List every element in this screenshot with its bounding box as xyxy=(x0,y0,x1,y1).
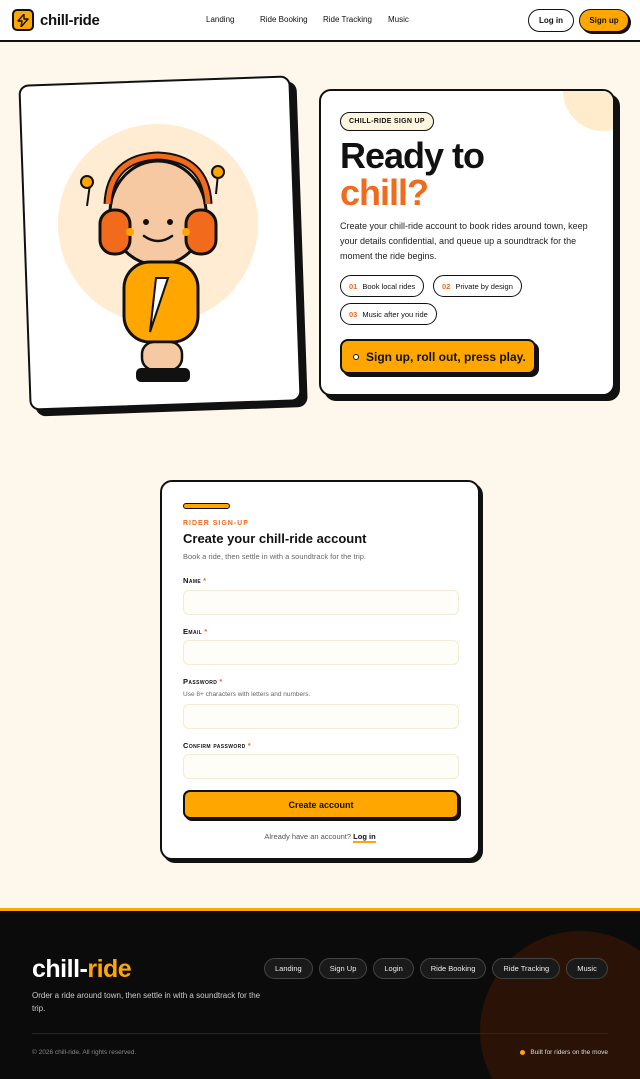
brand-logo[interactable] xyxy=(12,9,100,31)
hero-title xyxy=(340,137,484,211)
password-label-text: Password xyxy=(183,677,218,686)
required-mark: * xyxy=(204,627,208,636)
form-eyebrow: RIDER SIGN-UP xyxy=(183,520,249,527)
hero-tag: CHILL-RIDE SIGN UP xyxy=(340,112,434,131)
nav-link-music[interactable]: Music xyxy=(388,15,409,24)
signup-form xyxy=(160,480,480,860)
footer-brand-part1: chill- xyxy=(32,955,88,983)
signup-button[interactable]: Sign up xyxy=(579,9,629,32)
password-label xyxy=(183,677,223,686)
hero-card xyxy=(319,89,615,396)
required-mark: * xyxy=(219,677,223,686)
footer-tagline xyxy=(520,1049,608,1056)
brand-name: chill-ride xyxy=(40,11,100,29)
nav-link-ride-booking[interactable]: Ride Booking xyxy=(260,15,308,24)
footer-description: Order a ride around town, then settle in with a soundtrack for the trip. xyxy=(32,991,261,1013)
decorative-blob xyxy=(563,89,615,131)
login-button[interactable]: Log in xyxy=(528,9,574,32)
required-mark: * xyxy=(203,576,207,585)
dot-icon xyxy=(520,1050,525,1055)
name-label-text: Name xyxy=(183,576,202,585)
chip-label: Music after you ride xyxy=(362,309,428,319)
email-field[interactable] xyxy=(183,640,459,665)
footer-link-login[interactable]: Login xyxy=(373,958,413,979)
footer-link-landing[interactable]: Landing xyxy=(264,958,313,979)
feature-chip xyxy=(340,303,437,325)
footer-link-ride-booking[interactable]: Ride Booking xyxy=(420,958,487,979)
password-field[interactable] xyxy=(183,704,459,729)
footer-divider xyxy=(32,1033,608,1034)
nav-link-ride-tracking[interactable]: Ride Tracking xyxy=(323,15,372,24)
hero-cta-button[interactable] xyxy=(340,339,536,374)
lightning-bolt-icon xyxy=(12,9,34,31)
chip-label: Book local rides xyxy=(362,281,416,291)
confirm-password-field[interactable] xyxy=(183,754,459,779)
decorative-bar xyxy=(183,503,230,509)
email-label-text: Email xyxy=(183,627,203,636)
footer-link-music[interactable]: Music xyxy=(566,958,608,979)
form-title: Create your chill-ride account xyxy=(183,531,367,546)
confirm-password-label-text: Confirm password xyxy=(183,741,246,750)
main-nav xyxy=(206,15,409,24)
hero-description: Create your chill-ride account to book rides around town, keep your details confidential, and queue up a soundtrack for the moment the ride begins. xyxy=(340,221,588,261)
hero-title-line1: Ready to xyxy=(340,135,485,176)
footer-tagline-text: Built for riders on the move xyxy=(530,1049,608,1056)
footer-brand-part2: ride xyxy=(87,955,132,983)
footer-link-ride-tracking[interactable]: Ride Tracking xyxy=(492,958,560,979)
login-link[interactable]: Log in xyxy=(353,832,376,841)
footer-brand[interactable] xyxy=(32,955,131,984)
chip-number: 03 xyxy=(349,309,358,319)
feature-chip xyxy=(433,275,522,297)
nav-link-landing[interactable]: Landing xyxy=(206,15,235,24)
create-account-button[interactable]: Create account xyxy=(183,790,459,819)
chip-label: Private by design xyxy=(455,281,513,291)
hero-title-line2: chill? xyxy=(340,172,429,213)
confirm-password-label xyxy=(183,741,251,750)
password-hint: Use 8+ characters with letters and numbers. xyxy=(183,691,311,698)
dot-icon xyxy=(353,354,359,360)
copyright: © 2026 chill-ride. All rights reserved. xyxy=(32,1049,137,1056)
mascot-illustration xyxy=(50,118,270,388)
name-field[interactable] xyxy=(183,590,459,615)
feature-chip xyxy=(340,275,424,297)
decorative-glow xyxy=(480,931,640,1079)
site-header xyxy=(0,0,640,42)
name-label xyxy=(183,576,206,585)
site-footer xyxy=(0,908,640,1079)
footer-nav xyxy=(264,958,608,979)
required-mark: * xyxy=(247,741,252,750)
hero-cta-label: Sign up, roll out, press play. xyxy=(366,349,526,364)
login-prompt-text: Already have an account? xyxy=(264,832,352,841)
email-label xyxy=(183,627,208,636)
chip-number: 02 xyxy=(442,281,451,291)
chip-number: 01 xyxy=(349,281,358,291)
form-subtitle: Book a ride, then settle in with a soundtrack for the trip. xyxy=(183,552,367,561)
login-prompt xyxy=(162,832,478,841)
footer-link-sign-up[interactable]: Sign Up xyxy=(319,958,368,979)
